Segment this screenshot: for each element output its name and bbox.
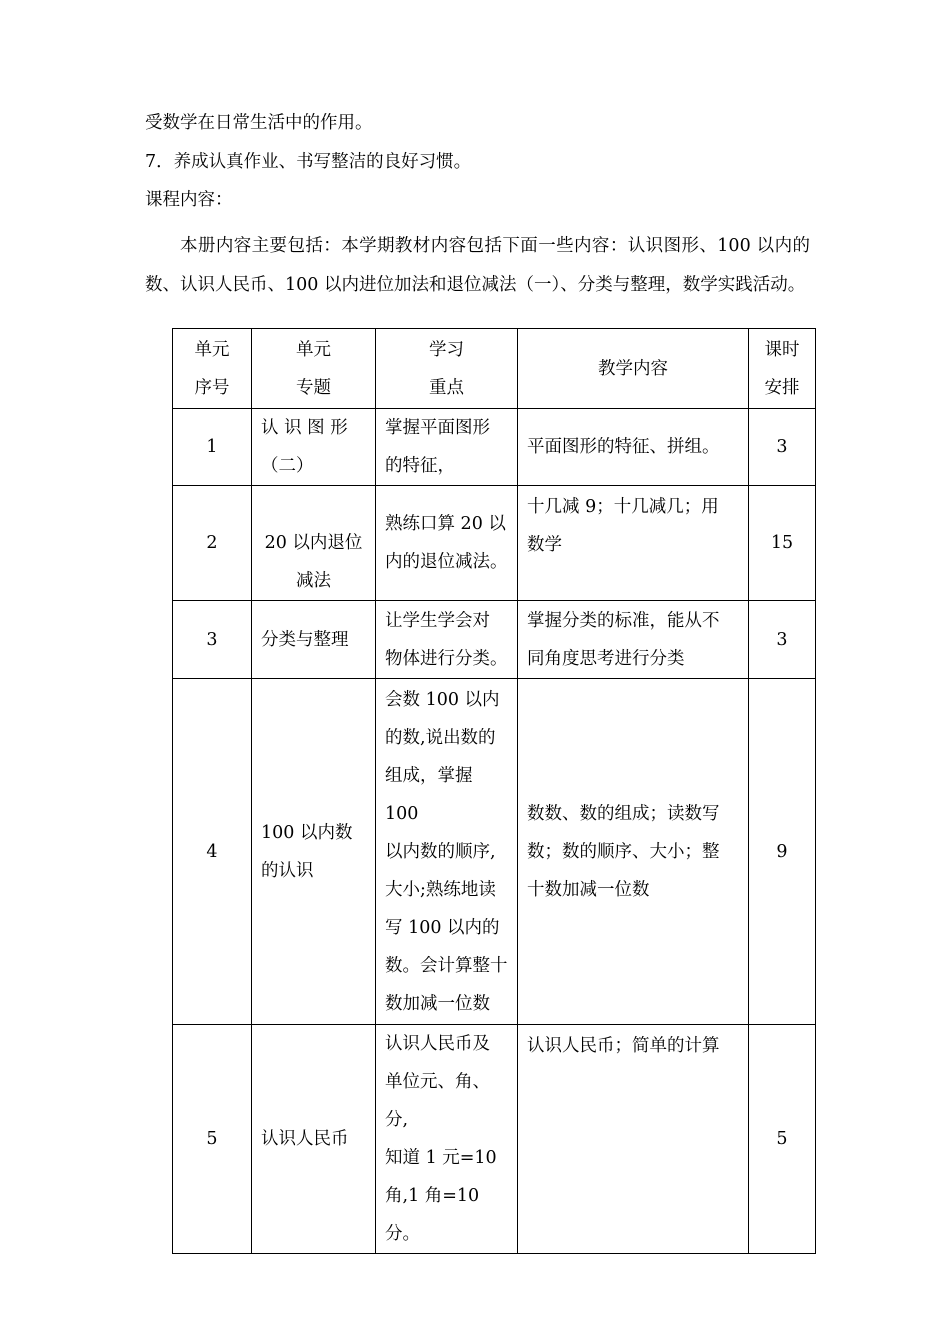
cell-content: 认识人民币；简单的计算	[518, 1025, 749, 1254]
table-header-row	[173, 329, 816, 409]
cell-unit-no: 5	[173, 1025, 252, 1254]
cell-unit-no: 4	[173, 679, 252, 1025]
header-unit-no: 单元 序号	[173, 329, 252, 409]
cell-hours: 3	[749, 409, 816, 486]
table-row	[173, 486, 816, 601]
cell-unit-no: 2	[173, 486, 252, 601]
section-heading: 课程内容：	[145, 190, 233, 210]
cell-focus: 认识人民币及 单位元、角、分, 知道 1 元=10 角,1 角=10 分。	[376, 1025, 518, 1254]
header-class-hours: 课时 安排	[749, 329, 816, 409]
table-row	[173, 601, 816, 679]
cell-topic: 认 识 图 形 （二）	[252, 409, 376, 486]
header-unit-topic: 单元 专题	[252, 329, 376, 409]
cell-topic: 20 以内退位 减法	[252, 486, 376, 601]
cell-content: 十几减 9；十几减几；用 数学	[518, 486, 749, 601]
cell-content: 平面图形的特征、拼组。	[518, 409, 749, 486]
table-row	[173, 1025, 816, 1254]
cell-unit-no: 3	[173, 601, 252, 679]
cell-focus: 让学生学会对 物体进行分类。	[376, 601, 518, 679]
cell-focus: 掌握平面图形 的特征，	[376, 409, 518, 486]
cell-hours: 9	[749, 679, 816, 1025]
text-line-2: 7．养成认真作业、书写整洁的良好习惯。	[145, 152, 472, 172]
cell-hours: 3	[749, 601, 816, 679]
cell-content: 数数、数的组成；读数写 数；数的顺序、大小；整 十数加减一位数	[518, 679, 749, 1025]
text-line-1: 受数学在日常生活中的作用。	[145, 113, 373, 133]
curriculum-table	[172, 328, 816, 1254]
cell-hours: 5	[749, 1025, 816, 1254]
cell-topic: 100 以内数 的认识	[252, 679, 376, 1025]
table-row	[173, 409, 816, 486]
cell-topic: 分类与整理	[252, 601, 376, 679]
table-row	[173, 679, 816, 1025]
header-learning-focus: 学习 重点	[376, 329, 518, 409]
course-content-paragraph: 本册内容主要包括：本学期教材内容包括下面一些内容：认识图形、100 以内的数、认识人民币、100 以内进位加法和退位减法（一）、分类与整理，数学实践活动。	[145, 236, 810, 295]
header-teaching-content: 教学内容	[518, 329, 749, 409]
cell-unit-no: 1	[173, 409, 252, 486]
cell-content: 掌握分类的标准，能从不 同角度思考进行分类	[518, 601, 749, 679]
cell-focus: 会数 100 以内 的数,说出数的 组成，掌握 100 以内数的顺序, 大小;熟练地读 写 100 以内的 数。会计算整十 数加减一位数	[376, 679, 518, 1025]
cell-focus: 熟练口算 20 以 内的退位减法。	[376, 486, 518, 601]
cell-topic: 认识人民币	[252, 1025, 376, 1254]
cell-hours: 15	[749, 486, 816, 601]
